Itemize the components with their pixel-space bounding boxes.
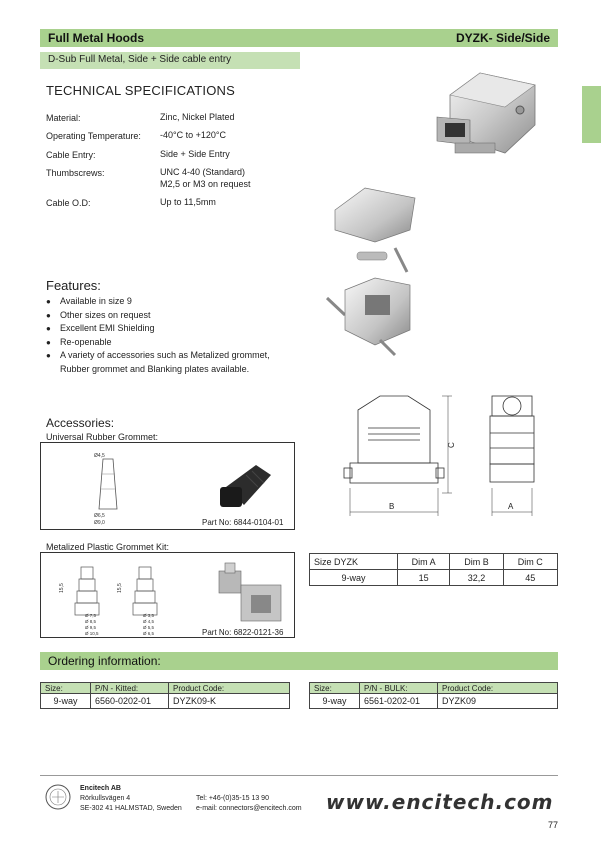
- footer-address-line2: SE-302 41 HALMSTAD, Sweden: [80, 805, 182, 812]
- table-cell: 15: [398, 570, 450, 586]
- feature-list: [46, 295, 270, 376]
- table-cell: DYZK09: [438, 694, 558, 709]
- metal-grommet-drawing: [59, 559, 209, 637]
- metal-dim-b-1: Ø 3,5: [143, 613, 155, 618]
- tech-specs-title: TECHNICAL SPECIFICATIONS: [46, 83, 235, 98]
- page-header-bar: [40, 29, 558, 47]
- list-item: ● Excellent EMI Shielding: [46, 322, 270, 336]
- features-title: Features:: [46, 278, 101, 293]
- spec-value-thumbscrews-alt: M2,5 or M3 on request: [160, 179, 251, 189]
- rubber-part-number: Part No: 6844-0104-01: [202, 518, 284, 527]
- dimension-drawing: [340, 388, 560, 523]
- metal-dim-b-3: Ø 5,5: [143, 625, 155, 630]
- list-item: ● Re-openable: [46, 336, 270, 350]
- spec-label-cable-entry: Cable Entry:: [46, 150, 96, 160]
- metal-dim-a-4: Ø 10,5: [85, 631, 99, 636]
- metal-dim-a-3: Ø 9,5: [85, 625, 97, 630]
- exploded-hood-image: [315, 180, 440, 360]
- table-header: Size DYZK: [310, 554, 398, 570]
- dim-c-label: C: [447, 442, 456, 448]
- spec-label-temperature: Operating Temperature:: [46, 131, 141, 141]
- footer-tel: Tel: +46-(0)35-15 13 90: [196, 795, 269, 802]
- table-header: P/N - Kitted:: [91, 683, 169, 694]
- table-cell: 6560-0202-01: [91, 694, 169, 709]
- table-cell: 32,2: [450, 570, 503, 586]
- spec-label-material: Material:: [46, 113, 81, 123]
- page-title: Full Metal Hoods: [48, 31, 144, 45]
- assembled-hood-image: [425, 65, 545, 170]
- website-link[interactable]: www.encitech.com: [326, 790, 554, 814]
- table-cell: 9-way: [310, 694, 360, 709]
- dim-a-label: A: [508, 502, 514, 511]
- product-code: DYZK- Side/Side: [455, 31, 550, 45]
- table-row: [310, 570, 558, 586]
- table-header: Product Code:: [169, 683, 290, 694]
- table-header: Dim B: [450, 554, 503, 570]
- list-item: ● A variety of accessories such as Metalized grommet,: [46, 349, 270, 363]
- rubber-grommet-box: [40, 442, 295, 530]
- dimension-table: [309, 553, 558, 586]
- metal-grommet-label: Metalized Plastic Grommet Kit:: [46, 542, 170, 552]
- spec-label-cable-od: Cable O.D:: [46, 198, 91, 208]
- subtitle-bar: D-Sub Full Metal, Side + Side cable entry: [40, 52, 300, 69]
- spec-value-cable-od: Up to 11,5mm: [160, 197, 216, 207]
- dim-b-label: B: [389, 502, 395, 511]
- footer-address-line1: Rörkullsvägen 4: [80, 795, 131, 802]
- rubber-grommet-drawing: [89, 449, 139, 527]
- table-header: Product Code:: [438, 683, 558, 694]
- metal-dim-a-height: 15,5: [59, 583, 65, 593]
- table-row: [41, 694, 290, 709]
- spec-value-temperature: -40°C to +120°C: [160, 130, 226, 140]
- metal-dim-b-height: 15,5: [117, 583, 123, 593]
- rubber-dim-mid: Ø6,5: [94, 513, 105, 519]
- footer-email-text: e-mail: connectors@encitech.com: [196, 805, 302, 812]
- ordering-table-kitted: [40, 682, 290, 709]
- footer-divider: [40, 775, 558, 776]
- ordering-table-bulk: [309, 682, 558, 709]
- table-cell: 45: [503, 570, 557, 586]
- table-header: Size:: [310, 683, 360, 694]
- company-logo-seal: [44, 783, 72, 811]
- footer-email[interactable]: [196, 804, 302, 814]
- spec-label-thumbscrews: Thumbscrews:: [46, 168, 105, 178]
- page-number: 77: [548, 820, 559, 830]
- metal-part-number: Part No: 6822-0121-36: [202, 628, 284, 637]
- metal-grommet-box: [40, 552, 295, 638]
- ordering-title-bar: Ordering information:: [40, 652, 558, 670]
- metal-dim-a-2: Ø 8,5: [85, 619, 97, 624]
- spec-value-thumbscrews: UNC 4-40 (Standard): [160, 167, 246, 177]
- table-header: P/N - BULK:: [360, 683, 438, 694]
- table-header-row: [41, 683, 290, 694]
- table-header-row: [310, 683, 558, 694]
- metal-dim-a-1: Ø 7,5: [85, 613, 97, 618]
- rubber-dim-bottom: Ø9,0: [94, 520, 105, 526]
- list-item: ● Other sizes on request: [46, 309, 270, 323]
- table-header: Size:: [41, 683, 91, 694]
- footer-company: Encitech AB: [80, 785, 121, 792]
- spec-value-cable-entry: Side + Side Entry: [160, 149, 230, 159]
- table-header-row: [310, 554, 558, 570]
- metal-dim-b-4: Ø 6,5: [143, 631, 155, 636]
- table-row: [310, 694, 558, 709]
- list-item-continuation: Rubber grommet and Blanking plates available.: [60, 363, 250, 374]
- rubber-grommet-label: Universal Rubber Grommet:: [46, 432, 159, 442]
- accessories-title: Accessories:: [46, 416, 115, 430]
- table-header: Dim C: [503, 554, 557, 570]
- table-cell: 6561-0202-01: [360, 694, 438, 709]
- metal-dim-b-2: Ø 4,5: [143, 619, 155, 624]
- table-cell: 9-way: [310, 570, 398, 586]
- side-tab-marker: [582, 86, 601, 143]
- spec-value-material: Zinc, Nickel Plated: [160, 112, 235, 122]
- rubber-dim-top: Ø4,5: [94, 453, 105, 459]
- metal-grommet-photo: [213, 561, 288, 627]
- table-cell: 9-way: [41, 694, 91, 709]
- rubber-grommet-photo: [216, 457, 276, 512]
- table-header: Dim A: [398, 554, 450, 570]
- table-cell: DYZK09-K: [169, 694, 290, 709]
- list-item: ● Available in size 9: [46, 295, 270, 309]
